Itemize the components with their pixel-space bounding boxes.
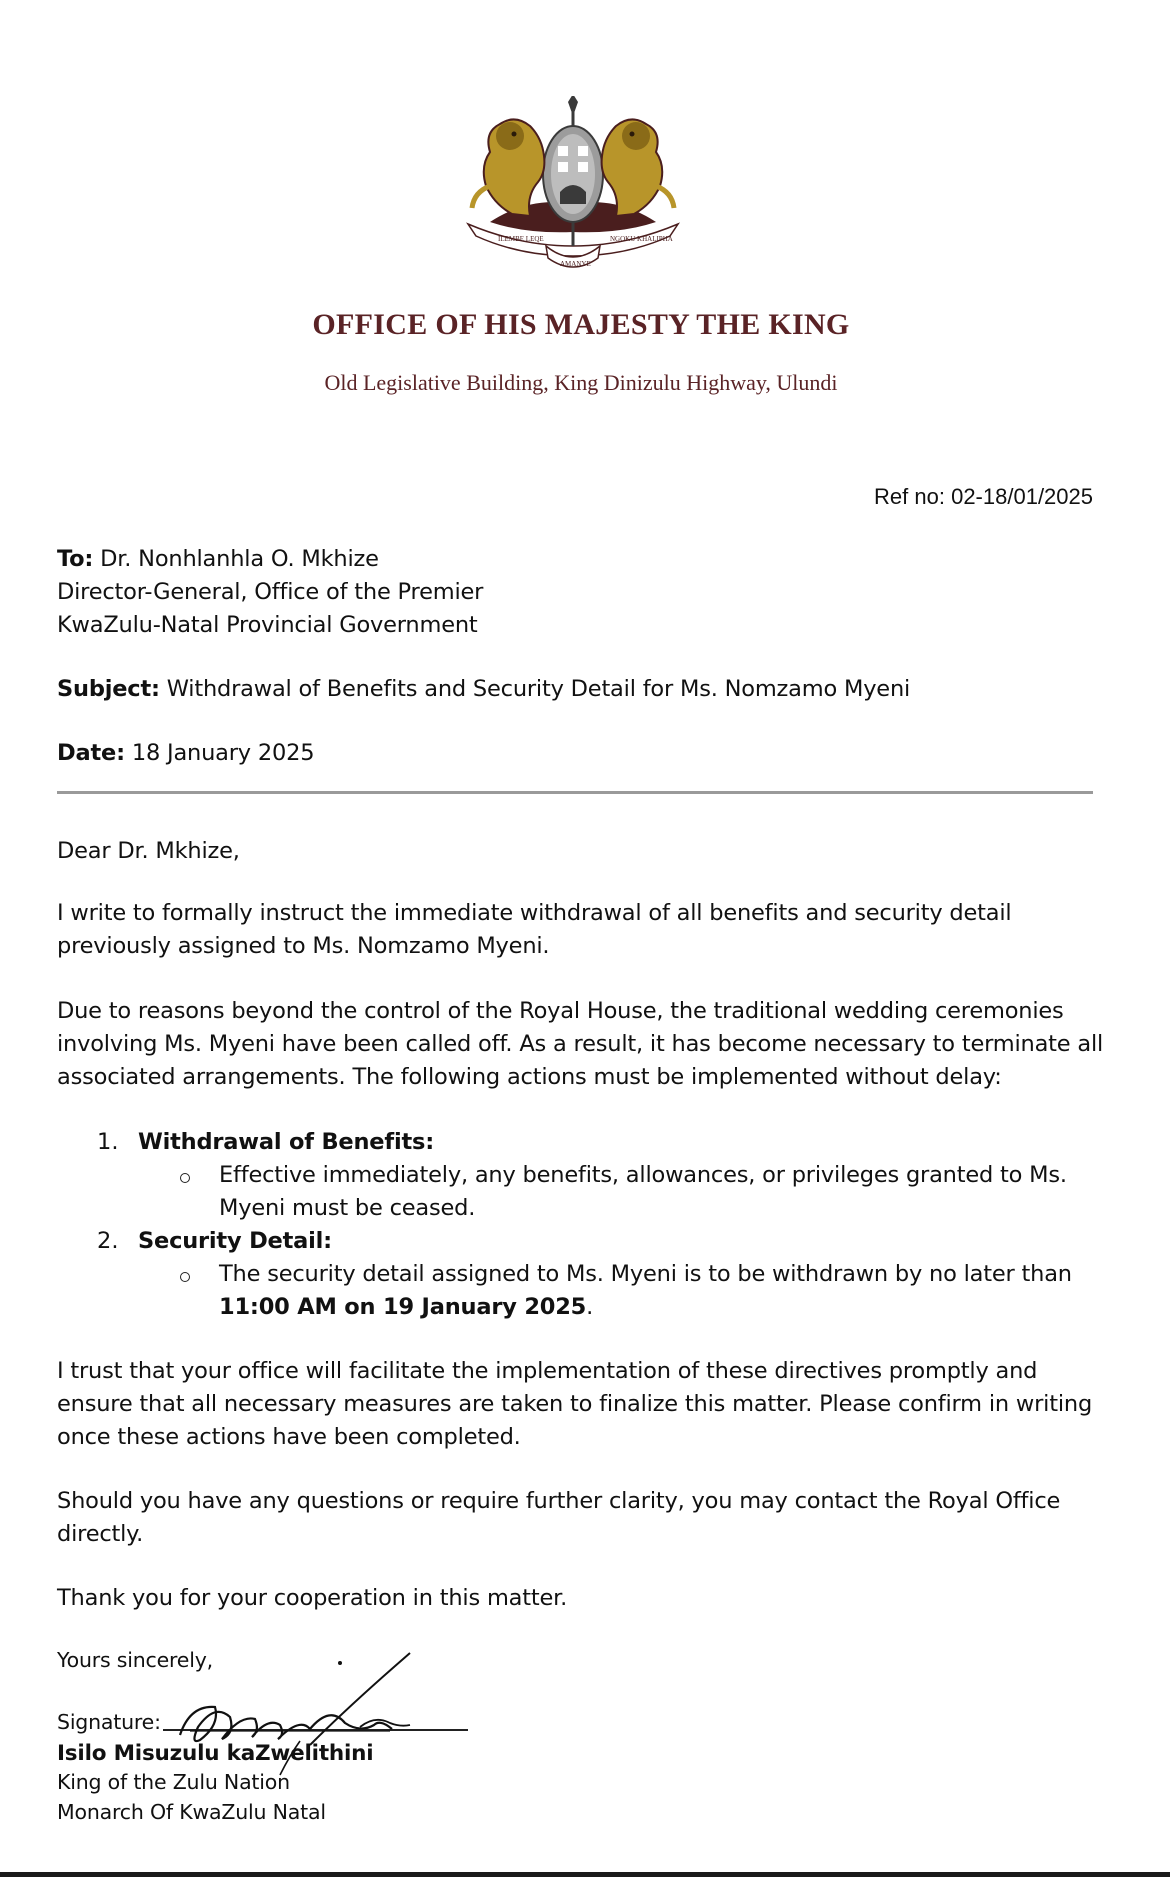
recipient-title: Director-General, Office of the Premier bbox=[57, 579, 484, 605]
recipient-name: Dr. Nonhlanhla O. Mkhize bbox=[100, 546, 379, 572]
divider-rule bbox=[57, 791, 1093, 794]
paragraph-1: I write to formally instruct the immediate withdrawal of all benefits and security detail previously assigned to Ms. Nomzamo Myeni. bbox=[57, 900, 1012, 959]
action-2-number: 2. bbox=[97, 1228, 119, 1254]
signatory-name bbox=[57, 1737, 1117, 1770]
signatory-title-1: King of the Zulu Nation bbox=[57, 1770, 290, 1794]
action-2-heading-text: Security Detail: bbox=[138, 1228, 332, 1254]
action-1-number: 1. bbox=[97, 1129, 119, 1155]
action-2-detail bbox=[219, 1258, 1099, 1324]
office-address: Old Legislative Building, King Dinizulu Highway, Ulundi bbox=[324, 370, 838, 395]
action-2-deadline: 11:00 AM on 19 January 2025 bbox=[219, 1294, 587, 1320]
recipient-block bbox=[57, 543, 1117, 642]
action-1-heading-text: Withdrawal of Benefits: bbox=[138, 1129, 435, 1155]
signature-label: Signature: bbox=[57, 1710, 161, 1734]
svg-text:NGOKU KHALIPHA: NGOKU KHALIPHA bbox=[610, 235, 673, 243]
action-1-heading bbox=[138, 1126, 1038, 1159]
signatory-title-2: Monarch Of KwaZulu Natal bbox=[57, 1800, 326, 1824]
office-title: OFFICE OF HIS MAJESTY THE KING bbox=[312, 308, 850, 341]
date-label: Date: bbox=[57, 740, 125, 766]
action-2-detail-suffix: . bbox=[586, 1294, 594, 1320]
subject-label: Subject: bbox=[57, 676, 160, 702]
action-2-detail-text: The security detail assigned to Ms. Myeni is to be withdrawn by no later than bbox=[219, 1261, 1072, 1287]
paragraph-4: Should you have any questions or require further clarity, you may contact the Royal Office directly. bbox=[57, 1488, 1061, 1547]
recipient-organisation: KwaZulu-Natal Provincial Government bbox=[57, 612, 478, 638]
bottom-edge-bar bbox=[0, 1872, 1170, 1877]
royal-crest-icon bbox=[460, 96, 686, 286]
paragraph-2: Due to reasons beyond the control of the Royal House, the traditional wedding ceremonies involving Ms. Myeni have been called off. As a result, it has become necessary to terminate all associated arrangements. The following actions must be implemented without delay: bbox=[57, 998, 1104, 1090]
salutation: Dear Dr. Mkhize, bbox=[57, 838, 240, 864]
reference-number: Ref no: 02-18/01/2025 bbox=[874, 484, 1093, 509]
bullet-icon bbox=[180, 1173, 190, 1183]
paragraph-3: I trust that your office will facilitate the implementation of these directives promptly and ensure that all necessary measures are taken to finalize this matter. Please confirm in writing once these actions have been completed. bbox=[57, 1358, 1093, 1450]
action-1-detail: Effective immediately, any benefits, allowances, or privileges granted to Ms. Myeni must be ceased. bbox=[219, 1162, 1067, 1221]
recipient-line bbox=[57, 543, 1117, 576]
date-line bbox=[57, 737, 1117, 770]
paragraph-5: Thank you for your cooperation in this matter. bbox=[57, 1585, 568, 1611]
subject-text: Withdrawal of Benefits and Security Detail for Ms. Nomzamo Myeni bbox=[166, 676, 911, 702]
action-2-heading bbox=[138, 1225, 1038, 1258]
subject-line bbox=[57, 673, 1117, 706]
valediction: Yours sincerely, bbox=[57, 1648, 213, 1672]
signatory-name-text: Isilo Misuzulu kaZwelithini bbox=[57, 1741, 374, 1766]
date-text: 18 January 2025 bbox=[131, 740, 315, 766]
bullet-icon bbox=[180, 1272, 190, 1282]
to-label: To: bbox=[57, 546, 94, 572]
svg-text:AMANYE: AMANYE bbox=[560, 260, 591, 268]
svg-text:ILEMBE LEQE: ILEMBE LEQE bbox=[498, 235, 544, 243]
